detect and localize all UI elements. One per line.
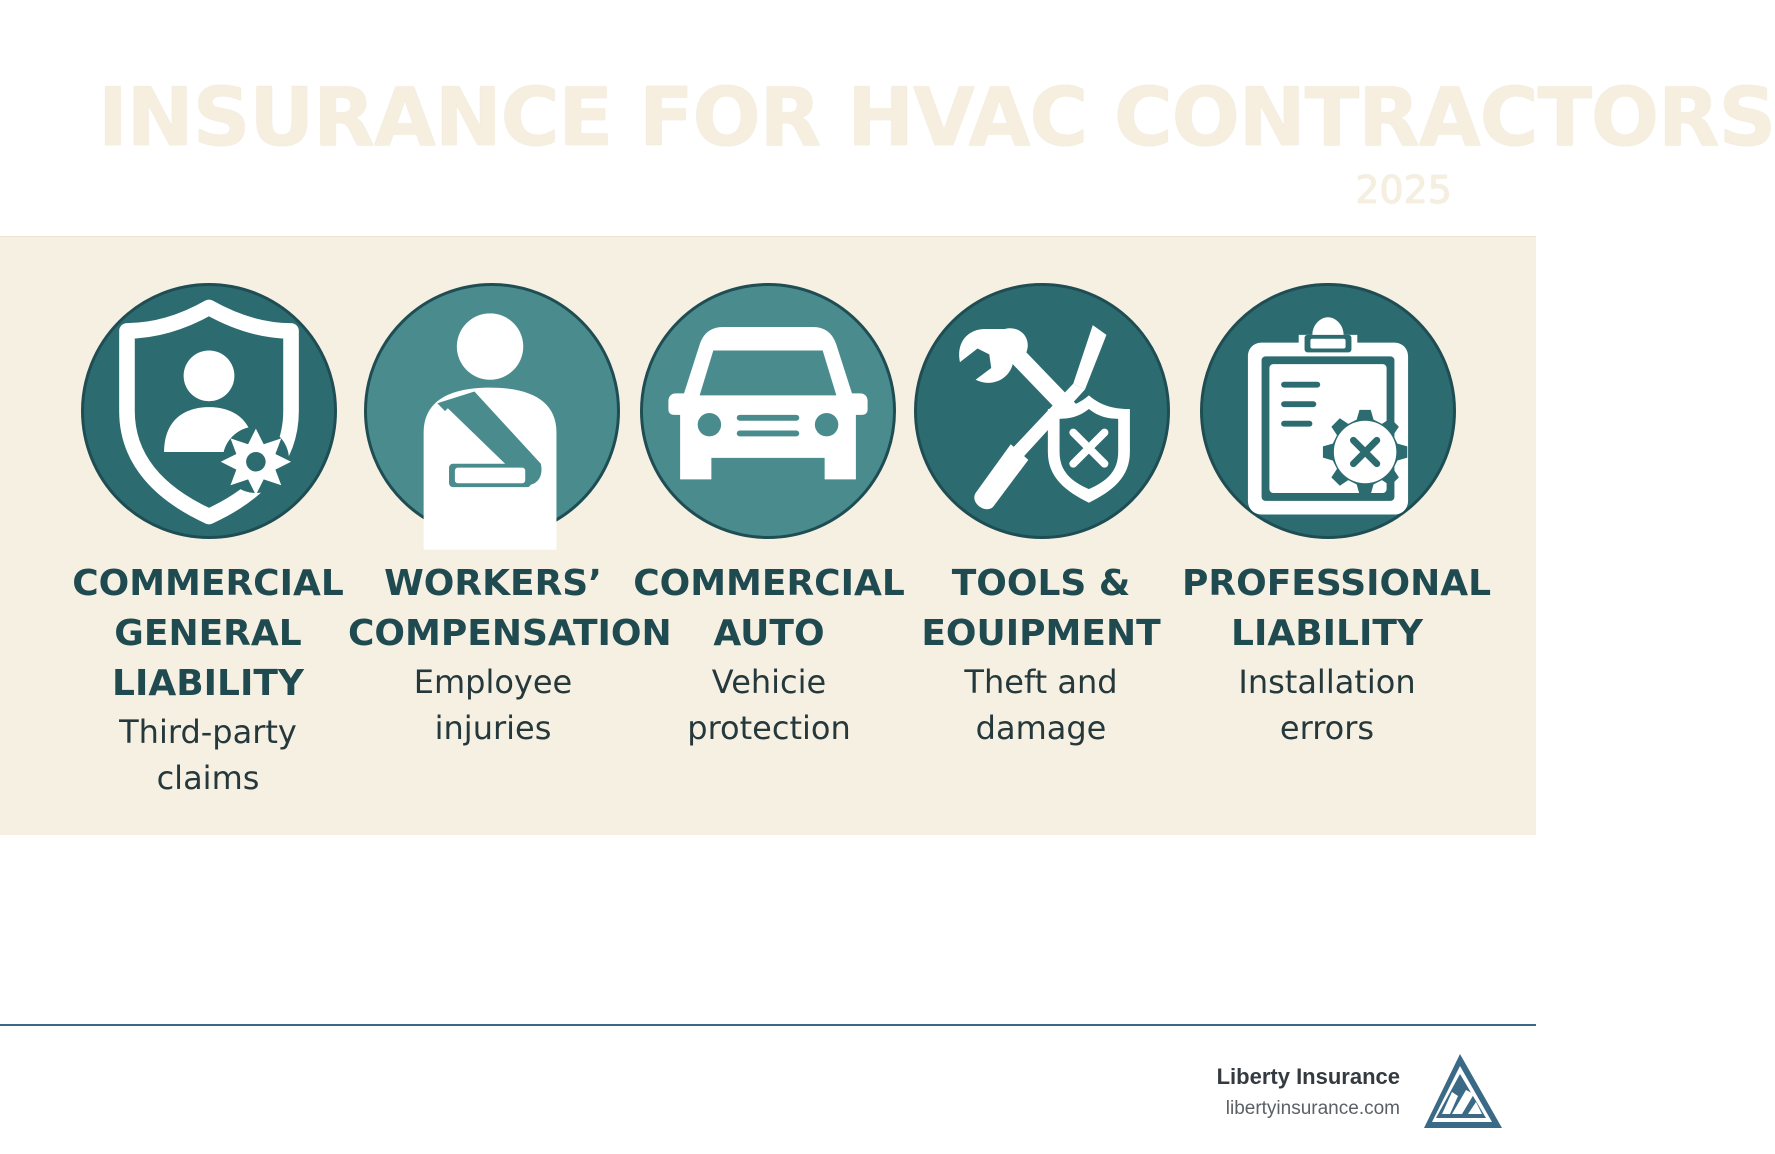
tools-shield-icon bbox=[914, 283, 1170, 539]
card-title-line: LIABILITY bbox=[112, 663, 304, 704]
card-title-line: EOUIPMENT bbox=[921, 613, 1161, 654]
card-description-line: injuries bbox=[434, 709, 552, 747]
coverage-band bbox=[0, 236, 1536, 835]
card-description-line: damage bbox=[975, 709, 1107, 747]
coverage-card-professional-liability bbox=[1182, 237, 1492, 835]
card-title-line: COMMERCIAL bbox=[633, 563, 905, 604]
card-description-line: Employee bbox=[413, 663, 573, 701]
company-name: Liberty Insurance bbox=[1216, 1064, 1400, 1089]
card-description-line: claims bbox=[156, 759, 260, 797]
car-icon bbox=[640, 283, 896, 539]
card-title-line: PROFESSIONAL bbox=[1182, 563, 1492, 604]
card-description-line: Theft and bbox=[964, 663, 1118, 701]
card-title-line: WORKERS’ bbox=[384, 563, 602, 604]
injured-worker-icon bbox=[364, 283, 620, 539]
shield-person-icon bbox=[81, 283, 337, 539]
page-title: INSURANCE FOR HVAC CONTRACTORS bbox=[98, 71, 1775, 164]
card-description-line: errors bbox=[1279, 709, 1375, 747]
card-title-line: AUTO bbox=[713, 613, 825, 654]
coverage-card-workers-compensation bbox=[348, 237, 672, 835]
card-title-line: COMPENSATION bbox=[348, 613, 672, 654]
card-title-line: LIABILITY bbox=[1231, 613, 1423, 654]
company-url[interactable]: libertyinsurance.com bbox=[1225, 1098, 1400, 1119]
coverage-card-general-liability bbox=[63, 237, 353, 835]
triangle-logo-icon bbox=[1422, 1052, 1504, 1130]
coverage-list bbox=[0, 237, 1536, 835]
year-label: 2025 bbox=[1355, 168, 1452, 212]
card-title-line: GENERAL bbox=[114, 613, 302, 654]
card-description-line: Third-party bbox=[119, 713, 297, 751]
card-description-line: protection bbox=[687, 709, 851, 747]
card-description-line: Vehicie bbox=[711, 663, 827, 701]
footer-divider bbox=[0, 1024, 1536, 1026]
card-title-line: COMMERCIAL bbox=[72, 563, 344, 604]
clipboard-gear-icon bbox=[1200, 283, 1456, 539]
card-description-line: Installation bbox=[1238, 663, 1416, 701]
card-title-line: TOOLS & bbox=[951, 563, 1131, 604]
coverage-card-commercial-auto bbox=[624, 237, 914, 835]
coverage-card-tools-equipment bbox=[896, 237, 1186, 835]
